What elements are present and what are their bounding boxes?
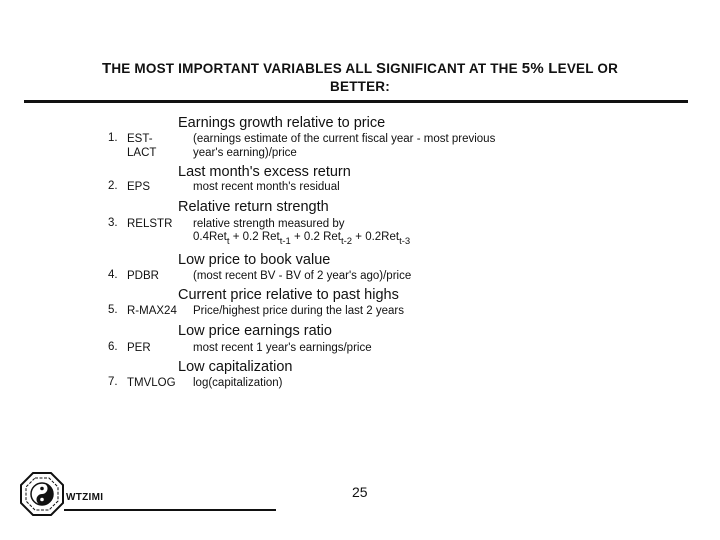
title-divider bbox=[24, 100, 688, 103]
slide-title bbox=[60, 60, 660, 96]
variable-code: TMVLOG bbox=[127, 377, 176, 389]
variable-description: most recent 1 year's earnings/price bbox=[193, 342, 372, 354]
variable-heading: Earnings growth relative to price bbox=[178, 115, 386, 131]
variable-code: PER bbox=[127, 342, 151, 354]
variable-heading: Low price earnings ratio bbox=[178, 323, 332, 339]
variable-code: PDBR bbox=[127, 270, 159, 282]
variable-number: 6. bbox=[108, 341, 118, 353]
page-number: 25 bbox=[352, 484, 368, 500]
variable-description: relative strength measured by bbox=[193, 218, 345, 230]
variable-heading: Current price relative to past highs bbox=[178, 287, 399, 303]
title-line-1: THE MOST IMPORTANT VARIABLES ALL SIGNIFICANT AT THE 5% LEVEL OR bbox=[101, 60, 619, 77]
brand-name: WTZIMI bbox=[66, 492, 104, 503]
relative-strength-formula: 0.4Ret$_t$ + 0.2 Ret$_{t-1}$ + 0.2 Ret$_{t-2}$ + 0.2Ret$_{t-3}$ bbox=[193, 231, 411, 247]
variable-description: (earnings estimate of the current fiscal year - most previous year's earning)/price bbox=[193, 133, 496, 159]
variable-code: EPS bbox=[127, 181, 151, 193]
title-line-2: BETTER: bbox=[330, 79, 390, 94]
variable-number: 4. bbox=[108, 269, 118, 281]
variable-description: (most recent BV - BV of 2 year's ago)/price bbox=[193, 270, 412, 282]
variable-description: Price/highest price during the last 2 years bbox=[193, 305, 404, 317]
variable-number: 3. bbox=[108, 217, 118, 229]
octagon-yin-yang-logo-icon bbox=[20, 472, 64, 516]
variable-description: most recent month's residual bbox=[193, 181, 340, 193]
variable-number: 7. bbox=[108, 376, 118, 388]
variable-heading: Relative return strength bbox=[178, 199, 329, 215]
variable-code: RELSTR bbox=[127, 218, 173, 230]
variable-description: log(capitalization) bbox=[193, 377, 283, 389]
variable-heading: Low price to book value bbox=[178, 252, 331, 268]
variable-number: 5. bbox=[108, 304, 118, 316]
footer-divider bbox=[64, 509, 276, 511]
variable-number: 1. bbox=[108, 132, 118, 144]
variable-number: 2. bbox=[108, 180, 118, 192]
variable-code: EST- LACT bbox=[127, 133, 157, 159]
variable-code: R-MAX24 bbox=[127, 305, 177, 317]
variable-heading: Last month's excess return bbox=[178, 164, 351, 180]
variable-heading: Low capitalization bbox=[178, 359, 293, 375]
